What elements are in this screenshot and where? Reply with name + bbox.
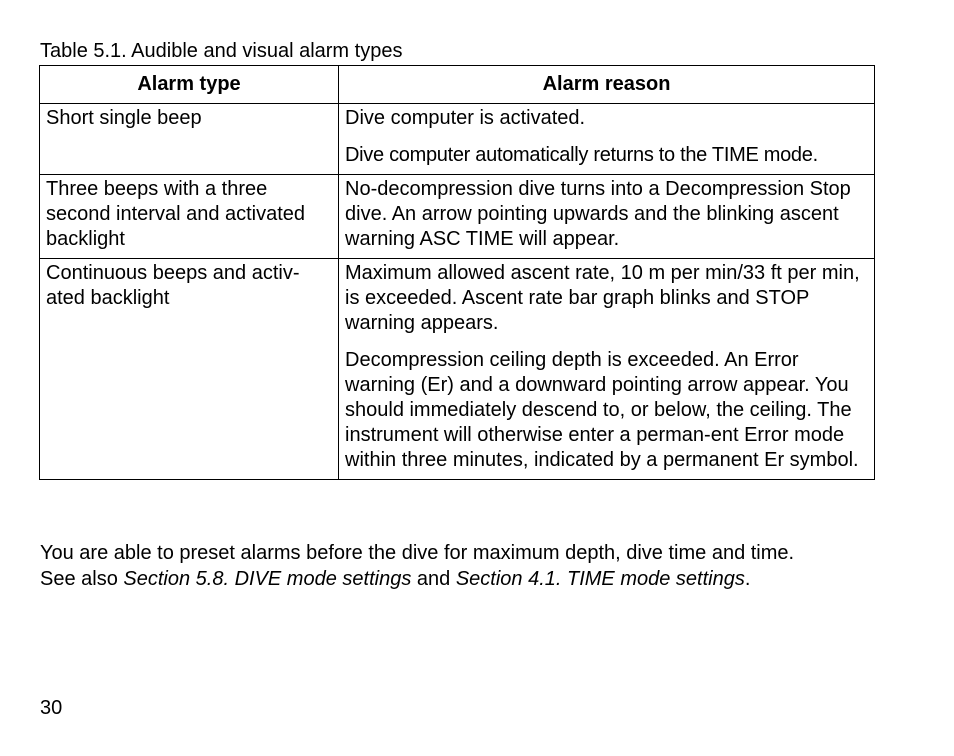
alarm-reason-text: Dive computer is activated. [345, 107, 586, 129]
section-reference-time-mode: Section 4.1. TIME mode settings [455, 568, 745, 590]
alarm-type-cell: Continuous beeps and activ-ated backlight [40, 259, 339, 480]
sentence-end: . [744, 568, 751, 590]
table-header-row [40, 66, 875, 104]
alarm-reason-cell [339, 104, 875, 175]
alarm-reason-text: Dive computer automatically returns to the TIME mode. [345, 144, 818, 166]
see-also-prefix: See also [40, 568, 124, 590]
body-line-1: You are able to preset alarms before the dive for maximum depth, dive time and time. [40, 542, 795, 564]
section-reference-dive-mode: Section 5.8. DIVE mode settings [123, 568, 412, 590]
table-row [40, 175, 875, 259]
page-number: 30 [40, 697, 63, 719]
alarm-reason-cell [339, 175, 875, 259]
alarm-type-cell: Short single beep [40, 104, 339, 175]
alarm-reason-text: Maximum allowed ascent rate, 10 m per min/33 ft per min, is exceeded. Ascent rate bar graph blinks and STOP warning appears. [345, 262, 860, 334]
column-header-alarm-type: Alarm type [40, 66, 339, 104]
table-row [40, 259, 875, 480]
table-caption: Table 5.1. Audible and visual alarm types [40, 40, 403, 62]
body-line-2 [40, 566, 890, 592]
body-paragraph [40, 540, 890, 592]
alarm-reason-cell [339, 259, 875, 480]
table-row [40, 104, 875, 175]
alarm-reason-text: No-decompression dive turns into a Decompression Stop dive. An arrow pointing upwards and the blinking ascent warning ASC TIME will appear. [345, 178, 851, 250]
alarm-types-table [39, 65, 875, 480]
alarm-type-cell: Three beeps with a three second interval and activated backlight [40, 175, 339, 259]
column-header-alarm-reason: Alarm reason [339, 66, 875, 104]
conjunction-text: and [411, 568, 456, 590]
alarm-reason-text: Decompression ceiling depth is exceeded. An Error warning (Er) and a downward pointing arrow appear. You should immediately descend to, or below, the ceiling. The instrument will otherwise enter a perman-ent Error mode within three minutes, indicated by a permanent Er symbol. [345, 349, 859, 471]
